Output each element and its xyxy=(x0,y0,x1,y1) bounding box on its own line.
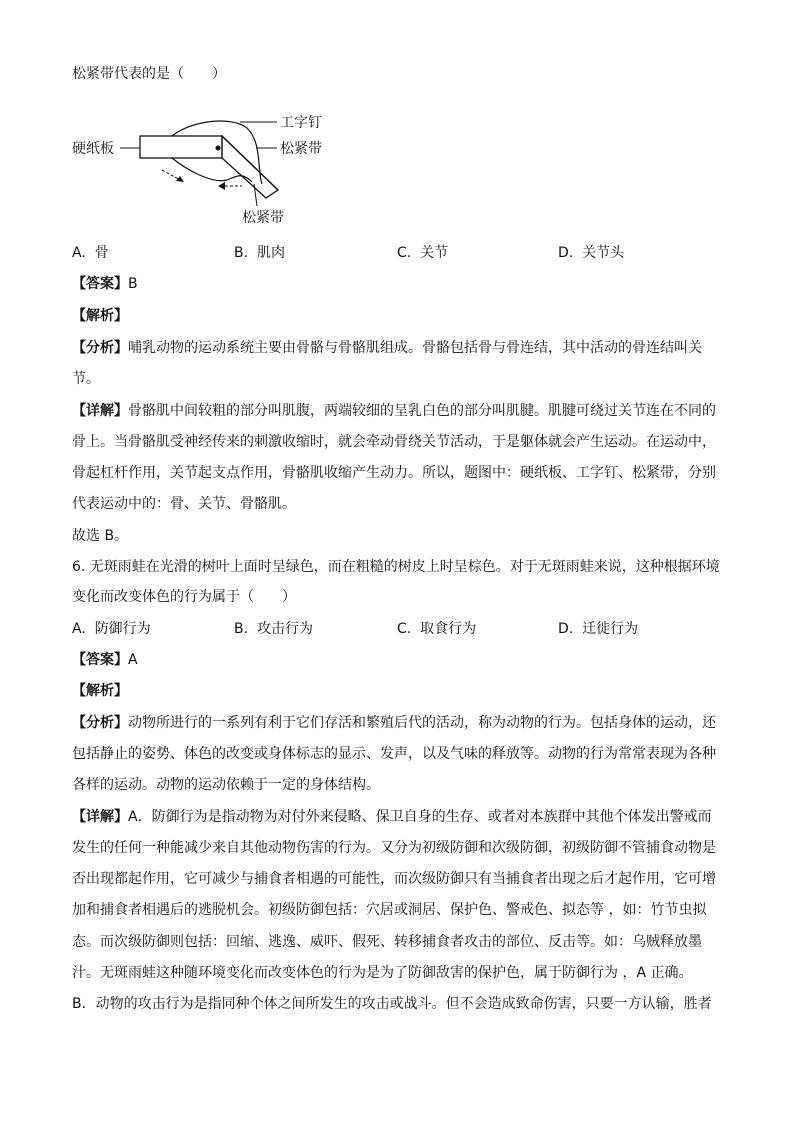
q6-fenxi-line-1: 【分析】动物所进行的一系列有利于它们存活和繁殖后代的活动，称为动物的行为。包括身体的运动，还 xyxy=(72,715,716,731)
q6-fenxi-line-2: 包括静止的姿势、体色的改变或身体标志的显示、发声，以及气味的释放等。动物的行为常常表现为各种 xyxy=(72,746,716,762)
q6-answer-line: 【答案】A xyxy=(72,652,138,668)
option-c: C. 关节 xyxy=(397,245,449,261)
cardboard-left-shape xyxy=(140,136,222,158)
option-a: A. 骨 xyxy=(72,245,109,261)
label-pin: 工字钉 xyxy=(280,115,322,131)
detail-line-4: 代表运动中的：骨、关节、骨骼肌。 xyxy=(72,496,296,512)
label-band-upper: 松紧带 xyxy=(280,141,322,157)
q6-option-a: A. 防御行为 xyxy=(72,621,151,637)
joint-model-diagram xyxy=(72,108,372,228)
answer-line: 【答案】B xyxy=(72,276,138,292)
question-stem-tail: 松紧带代表的是（ ） xyxy=(72,66,226,82)
analysis-heading: 【解析】 xyxy=(72,308,128,324)
pin-dot xyxy=(216,146,221,151)
q6-detail-line-6: 汁。无斑雨蛙这种随环境变化而改变体色的行为是为了防御敌害的保护色，属于防御行为 ，A 正确。 xyxy=(72,965,693,981)
q6-detail-line-2: 发生的任何一种能减少来自其他动物伤害的行为。又分为初级防御和次级防御，初级防御不管捕食动物是 xyxy=(72,840,716,856)
lower-band-curve xyxy=(172,158,252,182)
arrow-head-left xyxy=(176,176,184,182)
fenxi-line-1: 【分析】哺乳动物的运动系统主要由骨骼与骨骼肌组成。骨骼包括骨与骨连结，其中活动的骨连结叫关 xyxy=(72,340,702,356)
q6-option-d: D. 迁徙行为 xyxy=(558,621,639,637)
detail-line-3: 骨起杠杆作用，关节起支点作用，骨骼肌收缩产生动力。所以，题图中：硬纸板、工字钉、松紧带，分别 xyxy=(72,465,716,481)
q6-stem-line-2: 变化而改变体色的行为属于（ ） xyxy=(72,589,296,605)
fenxi-line-2: 节。 xyxy=(72,371,100,387)
q6-option-c: C. 取食行为 xyxy=(397,621,477,637)
q6-detail-line-1: 【详解】A．防御行为是指动物为对付外来侵略、保卫自身的生存、或者对本族群中其他个体发出警戒而 xyxy=(72,809,712,825)
q6-detail-line-4: 加和捕食者相遇后的逃脱机会。初级防御包括：穴居或洞居、保护色、警戒色、拟态等 ，如：竹节虫拟 xyxy=(72,902,707,918)
q6-stem-line-1: 6. 无斑雨蛙在光滑的树叶上面时呈绿色，而在粗糙的树皮上时呈棕色。对于无斑雨蛙来说，这种根据环境 xyxy=(72,559,720,575)
q6-analysis-heading: 【解析】 xyxy=(72,683,128,699)
arrow-head-right xyxy=(218,182,225,190)
label-cardboard: 硬纸板 xyxy=(72,141,114,157)
q6-fenxi-line-3: 各样的运动。动物的运动依赖于一定的身体结构。 xyxy=(72,777,380,793)
option-b: B. 肌肉 xyxy=(234,245,285,261)
detail-line-2: 骨上。当骨骼肌受神经传来的刺激收缩时，就会牵动骨绕关节活动，于是躯体就会产生运动。在运动中， xyxy=(72,434,716,450)
cardboard-right-shape xyxy=(222,136,278,198)
detail-line-1: 【详解】骨骼肌中间较粗的部分叫肌腹，两端较细的呈乳白色的部分叫肌腱。肌腱可绕过关节连在不同的 xyxy=(72,403,716,419)
q6-detail-line-5: 态。而次级防御则包括：回缩、逃逸、威吓、假死、转移捕食者攻击的部位、反击等。如：乌贼释放墨 xyxy=(72,934,702,950)
q6-detail-line-b: B．动物的攻击行为是指同种个体之间所发生的攻击或战斗。但不会造成致命伤害，只要一方认输，胜者 xyxy=(72,996,712,1012)
q6-option-b: B. 攻击行为 xyxy=(234,621,313,637)
conclusion-line: 故选 B。 xyxy=(72,528,129,544)
q6-detail-line-3: 否出现都起作用，它可减少与捕食者相遇的可能性，而次级防御只有当捕食者出现之后才起作用，它可增 xyxy=(72,871,716,887)
label-band-lower: 松紧带 xyxy=(242,210,284,226)
option-d: D. 关节头 xyxy=(558,245,625,261)
upper-band-curve xyxy=(172,121,262,184)
